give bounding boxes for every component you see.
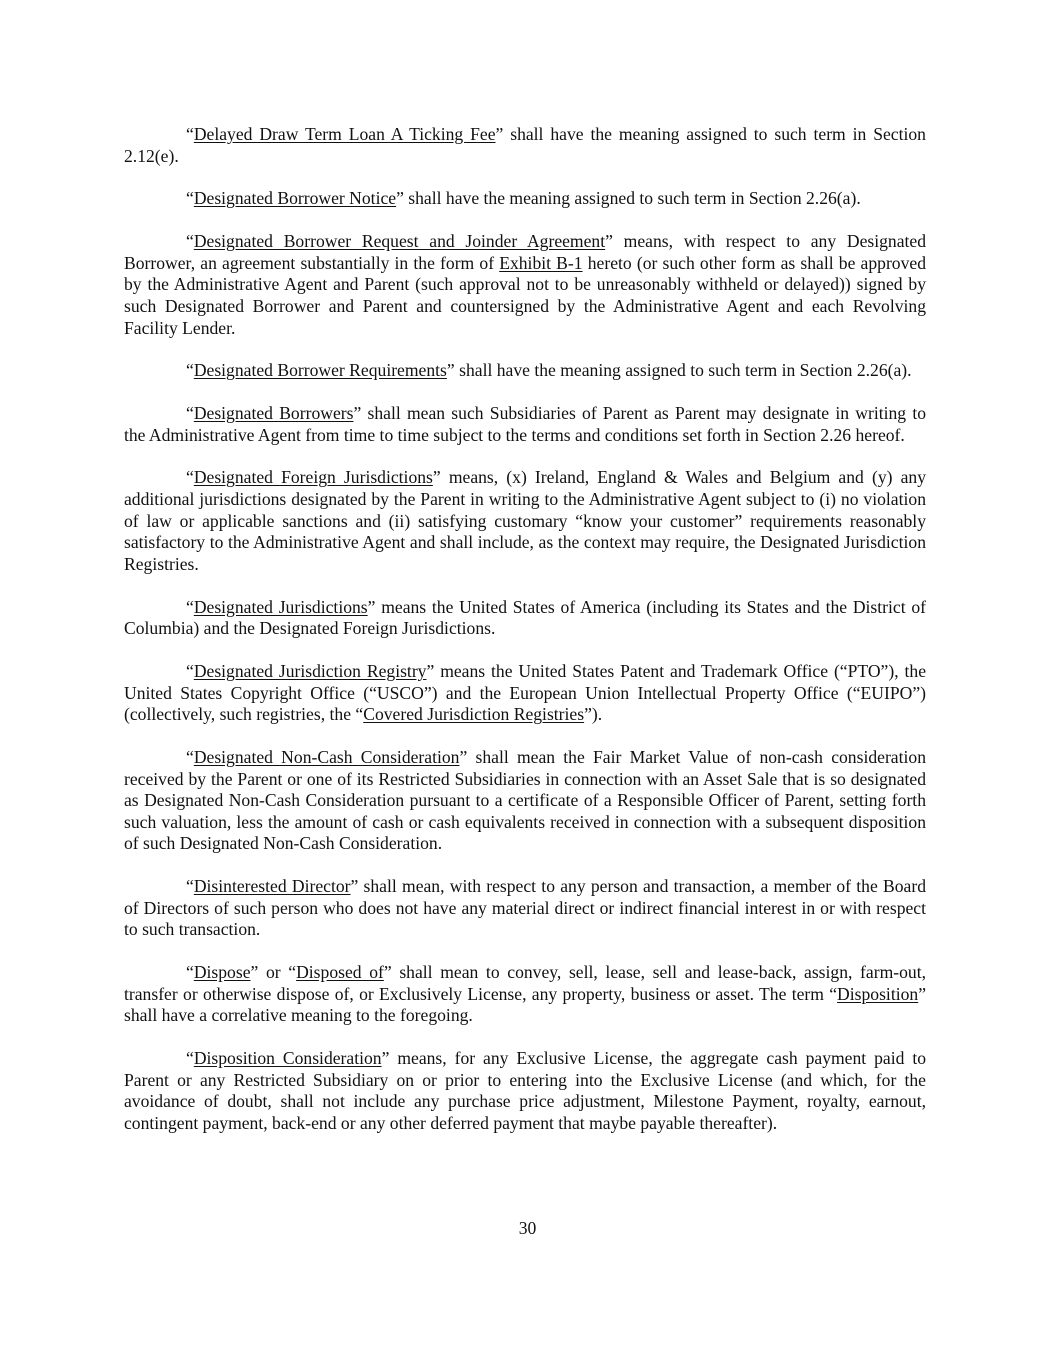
defined-term: Designated Borrower Requirements [193, 360, 447, 381]
definition-text: ” shall mean to convey, sell, lease, sell and lease-back, assign, farm-out, transfer or otherwise dispose of, or Exclusively License, any property, business or asset. The term “ [124, 962, 926, 1004]
definition-designated-foreign-jurisdictions [124, 467, 926, 575]
definitions-list [124, 124, 926, 1134]
definition-designated-borrower-requirements [124, 360, 926, 382]
defined-term: Delayed Draw Term Loan A Ticking Fee [193, 124, 496, 144]
defined-term: Disinterested Director [193, 876, 351, 897]
definition-text: ” shall have the meaning assigned to such term in Section 2.12(e). [124, 124, 926, 166]
definition-text: ” means the United States of America (including its States and the District of Columbia) and the Designated Foreign Jurisdictions. [124, 596, 926, 639]
definition-text: ” shall have the meaning assigned to such term in Section 2.26(a). [446, 360, 912, 381]
defined-term: Designated Borrower Request and Joinder Agreement [193, 231, 606, 252]
definition-text: “ [186, 124, 194, 144]
definition-delayed-draw-term-loan-a-ticking-fee [124, 124, 926, 167]
definition-text: “ [186, 661, 194, 681]
definition-designated-jurisdiction-registry [124, 661, 926, 726]
definition-text: “ [186, 746, 194, 767]
definition-text: “ [186, 231, 194, 252]
defined-term: Exhibit B-1 [499, 252, 583, 273]
definition-text: ” or “ [250, 962, 297, 983]
definition-text: “ [186, 403, 194, 424]
definition-text: ” shall have a correlative meaning to the foregoing. [124, 983, 926, 1026]
definition-text: ” means the United States Patent and Trademark Office (“PTO”), the United States Copyright Office (“USCO”) and the European Union Intellectual Property Office (“EUIPO”) (collectively, such registries, the “ [124, 661, 926, 725]
definition-designated-borrower-notice [124, 188, 926, 210]
definition-disinterested-director [124, 876, 926, 941]
definition-text: ” means, with respect to any Designated Borrower, an agreement substantially in the form of [124, 231, 927, 273]
definition-designated-borrowers [124, 403, 926, 446]
definition-designated-non-cash-consideration [124, 747, 926, 855]
defined-term: Designated Borrowers [193, 403, 354, 424]
defined-term: Designated Borrower Notice [193, 188, 397, 209]
defined-term: Disposition Consideration [193, 1048, 382, 1069]
defined-term: Designated Jurisdictions [193, 596, 368, 617]
definition-text: “ [186, 962, 194, 983]
defined-term: Designated Non-Cash Consideration [193, 746, 460, 767]
definition-text: ” means, for any Exclusive License, the aggregate cash payment paid to Parent or any Restricted Subsidiary on or prior to entering into the Exclusive License (and which, for the avoidance of doubt, shall not include any purchase price adjustment, Milestone Payment, royalty, earnout, contingent payment, back-end or any other deferred payment that maybe payable thereafter). [124, 1048, 927, 1133]
page-number: 30 [518, 1218, 537, 1238]
definition-dispose [124, 962, 926, 1027]
definition-text: ” shall mean, with respect to any person and transaction, a member of the Board of Directors of such person who does not have any material direct or indirect financial interest in or with respect to such transaction. [124, 876, 926, 940]
definition-text: “ [186, 1048, 194, 1069]
definition-text: “ [186, 188, 194, 209]
defined-term: Disposed of [296, 962, 384, 983]
definition-text: ” shall mean the Fair Market Value of non-cash consideration received by the Parent or one of its Restricted Subsidiaries in connection with an Asset Sale that is so designated as Designated Non-Cash Consideration pursuant to a certificate of a Responsible Officer of Parent, setting forth such valuation, less the amount of cash or cash equivalents received in connection with a subsequent disposition of such Designated Non-Cash Consideration. [124, 746, 926, 854]
defined-term: Covered Jurisdiction Registries [363, 704, 585, 725]
definition-designated-jurisdictions [124, 597, 926, 640]
defined-term: Disposition [837, 983, 919, 1004]
definition-text: “ [186, 360, 194, 381]
definition-designated-borrower-request-and-joinder-agreement [124, 231, 926, 339]
defined-term: Designated Jurisdiction Registry [193, 661, 427, 681]
definition-text: ” means, (x) Ireland, England & Wales and Belgium and (y) any additional jurisdictions designated by the Parent in writing to the Administrative Agent subject to (i) no violation of law or applicable sanctions and (ii) satisfying customary “know your customer” requirements reasonably satisfactory to the Administrative Agent and shall include, as the context may require, the Designated Jurisdiction Registries. [124, 467, 926, 574]
definition-text: “ [186, 467, 194, 488]
definition-text: ” shall have the meaning assigned to such term in Section 2.26(a). [396, 188, 861, 209]
document-page [124, 124, 926, 1156]
definition-text: ”). [584, 704, 603, 725]
defined-term: Dispose [193, 962, 251, 983]
defined-term: Designated Foreign Jurisdictions [193, 467, 433, 488]
definition-text: “ [186, 876, 194, 897]
definition-text: hereto (or such other form as shall be approved by the Administrative Agent and Parent (such approval not to be unreasonably withheld or delayed)) signed by such Designated Borrower and Parent and countersigned by the Administrative Agent and each Revolving Facility Lender. [124, 252, 927, 338]
definition-text: ” shall mean such Subsidiaries of Parent as Parent may designate in writing to the Administrative Agent from time to time subject to the terms and conditions set forth in Section 2.26 hereof. [124, 403, 926, 445]
definition-disposition-consideration [124, 1048, 926, 1134]
definition-text: “ [186, 596, 194, 617]
